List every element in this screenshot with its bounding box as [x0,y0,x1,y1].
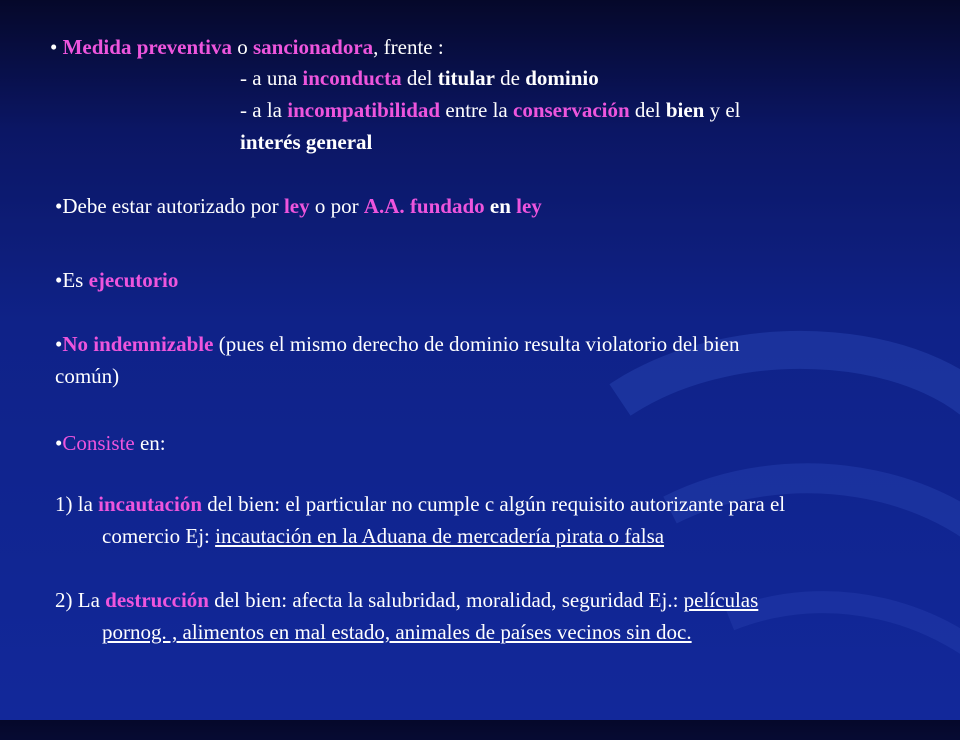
bullet-dot: • [55,332,63,356]
sub-item-incompatibilidad [240,97,740,123]
bullet-dot: • [55,431,63,455]
bullet-consiste [55,430,166,456]
text-example-peliculas: películas [683,588,759,612]
text-aa: A.A. [363,194,405,218]
text: en: [134,431,166,455]
text-dominio: dominio [525,66,599,90]
text-sancionadora: sancionadora [252,35,374,59]
text-incompatibilidad: incompatibilidad [287,98,441,122]
text-destruccion: destrucción [105,588,209,612]
text-en: en [489,194,511,218]
text: o [231,35,253,59]
bullet-medida [50,34,444,60]
bullet-ejecutorio [55,267,178,293]
text-inconducta: inconducta [302,66,402,90]
text-titular: titular [437,66,495,90]
text: del bien: afecta la salubridad, moralidad, seguridad Ej.: [208,588,684,612]
text-conservacion: conservación [513,98,630,122]
bullet-dot: • [55,194,63,218]
text: del [629,98,666,122]
text: (pues el mismo derecho de dominio resulta violatorio del bien [213,332,740,356]
text: de [494,66,526,90]
text: 1) la [55,492,99,516]
text-no-indemnizable: No indemnizable [62,332,214,356]
text: Es [62,268,89,292]
text-example-aduana: incautación en la Aduana de mercadería pirata o falsa [215,524,665,548]
text: del [401,66,438,90]
bullet-no-indemnizable [55,331,740,357]
list-item-incautacion [55,491,785,517]
bullet-dot: • [50,35,58,59]
bullet-no-indemnizable-continuation: común) [55,364,120,388]
text: o por [309,194,364,218]
text-ejecutorio: ejecutorio [88,268,179,292]
text: - a la [240,98,288,122]
list-item-destruccion [55,587,758,613]
text: - a una [240,66,303,90]
bullet-autorizado [55,193,542,219]
list-item-destruccion-continuation: pornog. , alimentos en mal estado, animales de países vecinos sin doc. [102,620,692,644]
text: , frente : [373,35,444,59]
text-ley: ley [283,194,310,218]
text: entre la [440,98,513,122]
text-fundado: fundado [409,194,485,218]
sub-item-inconducta [240,65,599,91]
text-medida-preventiva: Medida preventiva [62,35,232,59]
sub-item-interes-general: interés general [240,130,373,154]
text: del bien: el particular no cumple c algún requisito autorizante para el [202,492,786,516]
text: comercio Ej: [102,524,216,548]
text: 2) La [55,588,106,612]
text-consiste: Consiste [62,431,135,455]
text: y el [704,98,741,122]
text: Debe estar autorizado por [62,194,284,218]
text-incautacion: incautación [98,492,202,516]
bullet-dot: • [55,268,63,292]
list-item-incautacion-continuation [102,523,664,549]
text-bien: bien [665,98,705,122]
text-ley: ley [516,194,542,218]
